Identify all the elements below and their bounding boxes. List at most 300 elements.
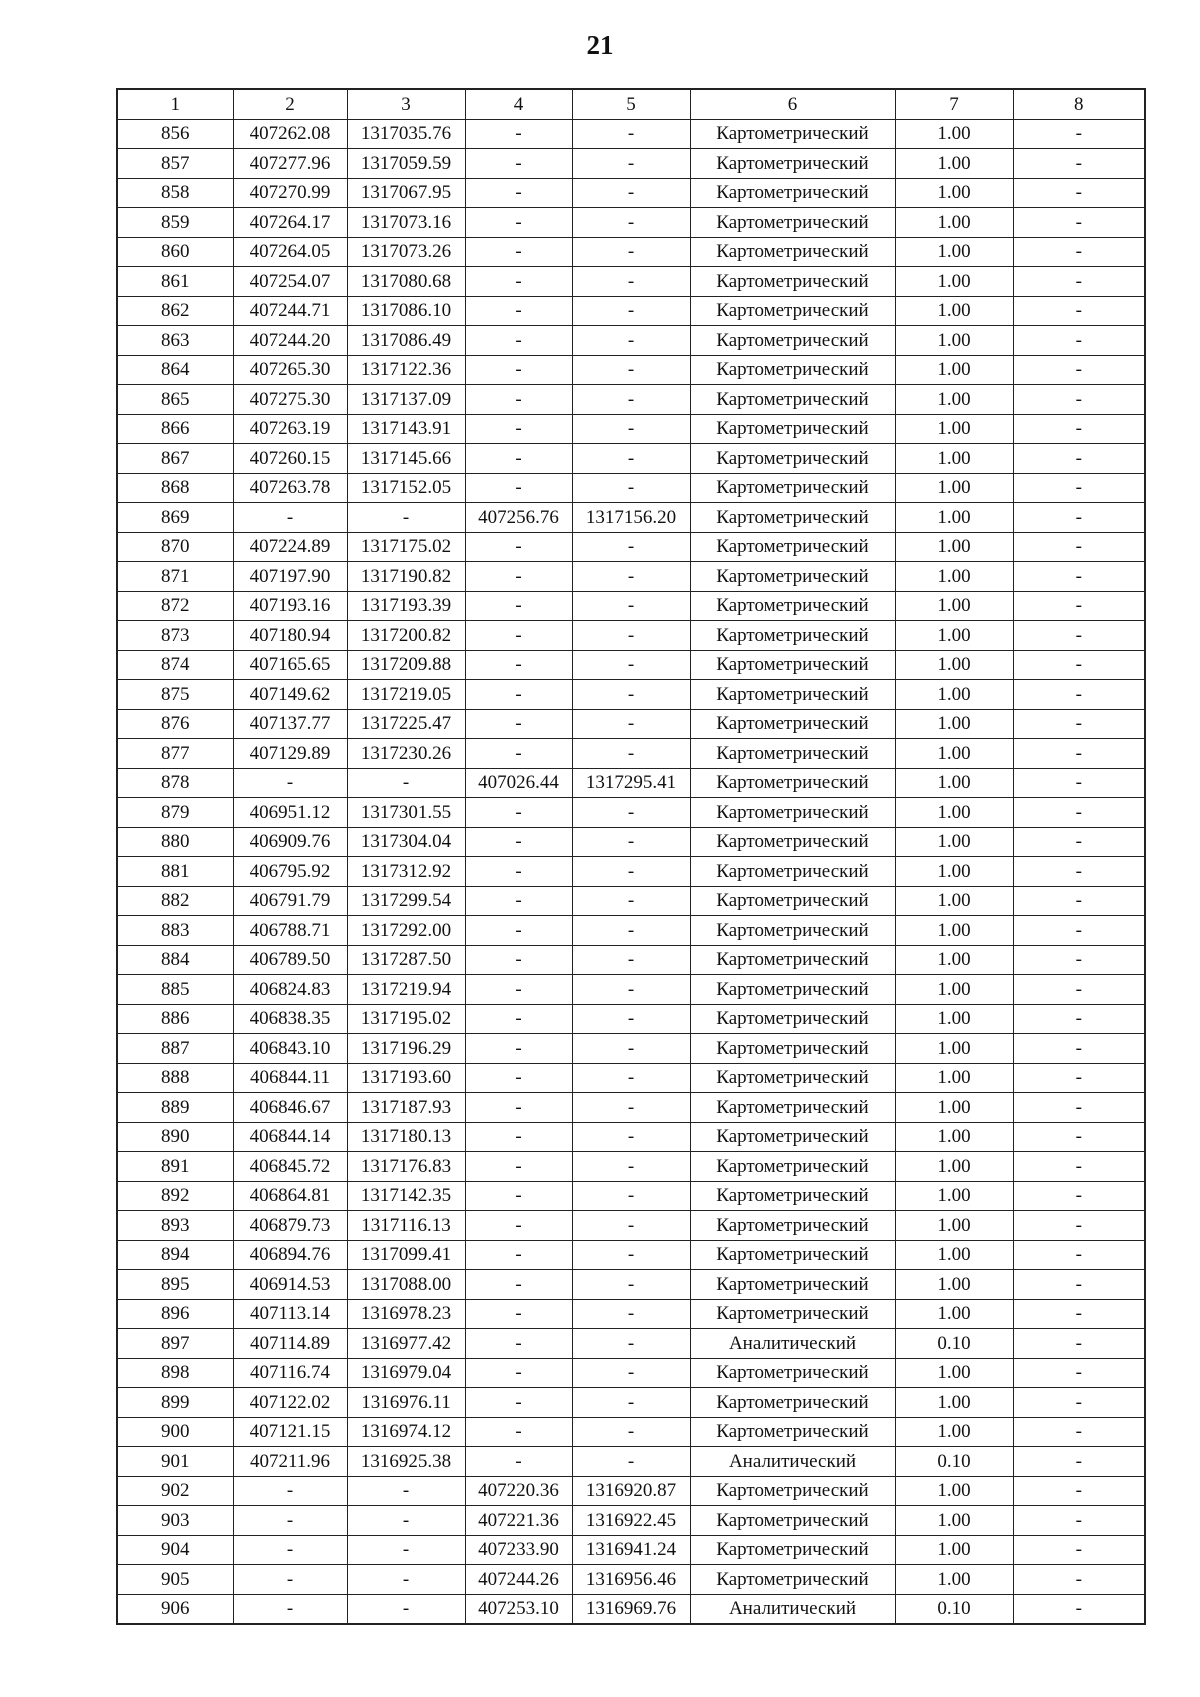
method-cell: Картометрический bbox=[690, 886, 895, 916]
coord-x-cell: - bbox=[233, 1565, 347, 1595]
point-number-cell: 878 bbox=[117, 768, 233, 798]
note-cell: - bbox=[1013, 385, 1145, 415]
coord-y-cell: 1317299.54 bbox=[347, 886, 465, 916]
note-cell: - bbox=[1013, 503, 1145, 533]
accuracy-cell: 1.00 bbox=[895, 1063, 1013, 1093]
point-number-cell: 897 bbox=[117, 1329, 233, 1359]
note-cell: - bbox=[1013, 562, 1145, 592]
table-row bbox=[117, 1594, 1145, 1624]
note-cell: - bbox=[1013, 237, 1145, 267]
accuracy-cell: 1.00 bbox=[895, 1299, 1013, 1329]
coord-y2-cell: 1316941.24 bbox=[572, 1535, 690, 1565]
coord-x2-cell: - bbox=[465, 916, 572, 946]
method-cell: Картометрический bbox=[690, 444, 895, 474]
coord-y-cell: 1317145.66 bbox=[347, 444, 465, 474]
note-cell: - bbox=[1013, 650, 1145, 680]
table-row bbox=[117, 178, 1145, 208]
accuracy-cell: 1.00 bbox=[895, 1417, 1013, 1447]
coord-x-cell: 406791.79 bbox=[233, 886, 347, 916]
note-cell: - bbox=[1013, 1181, 1145, 1211]
method-cell: Картометрический bbox=[690, 1152, 895, 1182]
coord-x-cell: 406788.71 bbox=[233, 916, 347, 946]
coord-x2-cell: - bbox=[465, 385, 572, 415]
coord-x2-cell: - bbox=[465, 237, 572, 267]
coord-y-cell: 1317099.41 bbox=[347, 1240, 465, 1270]
coord-x2-cell: - bbox=[465, 857, 572, 887]
coord-x-cell: 407114.89 bbox=[233, 1329, 347, 1359]
coord-y-cell: 1317086.10 bbox=[347, 296, 465, 326]
note-cell: - bbox=[1013, 1358, 1145, 1388]
accuracy-cell: 1.00 bbox=[895, 119, 1013, 149]
point-number-cell: 896 bbox=[117, 1299, 233, 1329]
coord-y2-cell: - bbox=[572, 237, 690, 267]
coord-x2-cell: - bbox=[465, 1034, 572, 1064]
accuracy-cell: 1.00 bbox=[895, 1506, 1013, 1536]
coord-x2-cell: 407256.76 bbox=[465, 503, 572, 533]
method-cell: Картометрический bbox=[690, 1358, 895, 1388]
coord-x2-cell: - bbox=[465, 414, 572, 444]
coord-y-cell: 1317304.04 bbox=[347, 827, 465, 857]
method-cell: Картометрический bbox=[690, 768, 895, 798]
coord-y2-cell: 1316956.46 bbox=[572, 1565, 690, 1595]
point-number-cell: 895 bbox=[117, 1270, 233, 1300]
point-number-cell: 862 bbox=[117, 296, 233, 326]
coord-y-cell: 1317073.16 bbox=[347, 208, 465, 238]
table-row bbox=[117, 916, 1145, 946]
coord-x2-cell: 407220.36 bbox=[465, 1476, 572, 1506]
table-row bbox=[117, 473, 1145, 503]
coord-x2-cell: - bbox=[465, 1152, 572, 1182]
coord-x-cell: - bbox=[233, 768, 347, 798]
point-number-cell: 902 bbox=[117, 1476, 233, 1506]
accuracy-cell: 1.00 bbox=[895, 503, 1013, 533]
coord-y2-cell: - bbox=[572, 296, 690, 326]
coord-y-cell: 1317301.55 bbox=[347, 798, 465, 828]
accuracy-cell: 1.00 bbox=[895, 1476, 1013, 1506]
accuracy-cell: 1.00 bbox=[895, 1211, 1013, 1241]
point-number-cell: 869 bbox=[117, 503, 233, 533]
coord-x2-cell: - bbox=[465, 208, 572, 238]
accuracy-cell: 1.00 bbox=[895, 296, 1013, 326]
point-number-cell: 887 bbox=[117, 1034, 233, 1064]
point-number-cell: 871 bbox=[117, 562, 233, 592]
coord-x2-cell: 407221.36 bbox=[465, 1506, 572, 1536]
coord-y2-cell: - bbox=[572, 975, 690, 1005]
coord-y-cell: - bbox=[347, 1476, 465, 1506]
coord-x-cell: 406879.73 bbox=[233, 1211, 347, 1241]
table-row bbox=[117, 857, 1145, 887]
coord-y-cell: 1317219.94 bbox=[347, 975, 465, 1005]
table-row bbox=[117, 119, 1145, 149]
coord-y-cell: 1317059.59 bbox=[347, 149, 465, 179]
coord-x-cell: 407265.30 bbox=[233, 355, 347, 385]
method-cell: Картометрический bbox=[690, 562, 895, 592]
coord-x2-cell: - bbox=[465, 680, 572, 710]
coord-x2-cell: - bbox=[465, 119, 572, 149]
method-cell: Картометрический bbox=[690, 149, 895, 179]
table-row bbox=[117, 591, 1145, 621]
coord-y-cell: 1317152.05 bbox=[347, 473, 465, 503]
coord-x-cell: 407116.74 bbox=[233, 1358, 347, 1388]
table-row bbox=[117, 1211, 1145, 1241]
point-number-cell: 870 bbox=[117, 532, 233, 562]
coord-x2-cell: - bbox=[465, 444, 572, 474]
method-cell: Картометрический bbox=[690, 237, 895, 267]
coord-y2-cell: - bbox=[572, 1122, 690, 1152]
point-number-cell: 901 bbox=[117, 1447, 233, 1477]
coord-y-cell: 1317086.49 bbox=[347, 326, 465, 356]
coord-x-cell: - bbox=[233, 1535, 347, 1565]
coord-x2-cell: - bbox=[465, 1299, 572, 1329]
coord-y2-cell: - bbox=[572, 532, 690, 562]
accuracy-cell: 1.00 bbox=[895, 178, 1013, 208]
accuracy-cell: 1.00 bbox=[895, 1034, 1013, 1064]
method-cell: Картометрический bbox=[690, 296, 895, 326]
coord-x-cell: 406843.10 bbox=[233, 1034, 347, 1064]
coord-y-cell: 1317116.13 bbox=[347, 1211, 465, 1241]
coord-y2-cell: - bbox=[572, 1358, 690, 1388]
accuracy-cell: 0.10 bbox=[895, 1594, 1013, 1624]
column-header: 8 bbox=[1013, 89, 1145, 119]
table-row bbox=[117, 1565, 1145, 1595]
method-cell: Картометрический bbox=[690, 532, 895, 562]
accuracy-cell: 1.00 bbox=[895, 562, 1013, 592]
coord-x-cell: 407193.16 bbox=[233, 591, 347, 621]
coord-y2-cell: - bbox=[572, 1299, 690, 1329]
table-row bbox=[117, 414, 1145, 444]
coord-y2-cell: - bbox=[572, 1004, 690, 1034]
note-cell: - bbox=[1013, 473, 1145, 503]
accuracy-cell: 0.10 bbox=[895, 1447, 1013, 1477]
coord-y2-cell: - bbox=[572, 650, 690, 680]
coord-x-cell: 406795.92 bbox=[233, 857, 347, 887]
coord-x-cell: 406845.72 bbox=[233, 1152, 347, 1182]
point-number-cell: 863 bbox=[117, 326, 233, 356]
coord-y2-cell: - bbox=[572, 1063, 690, 1093]
accuracy-cell: 1.00 bbox=[895, 680, 1013, 710]
coord-y2-cell: - bbox=[572, 1417, 690, 1447]
method-cell: Картометрический bbox=[690, 650, 895, 680]
coord-y-cell: - bbox=[347, 1506, 465, 1536]
table-row bbox=[117, 680, 1145, 710]
method-cell: Картометрический bbox=[690, 1034, 895, 1064]
coord-y-cell: 1317292.00 bbox=[347, 916, 465, 946]
coord-y-cell: 1317187.93 bbox=[347, 1093, 465, 1123]
method-cell: Картометрический bbox=[690, 178, 895, 208]
method-cell: Картометрический bbox=[690, 1122, 895, 1152]
method-cell: Картометрический bbox=[690, 945, 895, 975]
coord-y-cell: - bbox=[347, 503, 465, 533]
coord-y-cell: 1317312.92 bbox=[347, 857, 465, 887]
point-number-cell: 877 bbox=[117, 739, 233, 769]
coordinates-table bbox=[116, 88, 1146, 1625]
coord-x-cell: 407264.05 bbox=[233, 237, 347, 267]
coord-y2-cell: - bbox=[572, 355, 690, 385]
coord-y2-cell: - bbox=[572, 149, 690, 179]
point-number-cell: 904 bbox=[117, 1535, 233, 1565]
table-row bbox=[117, 1329, 1145, 1359]
column-header: 1 bbox=[117, 89, 233, 119]
accuracy-cell: 1.00 bbox=[895, 709, 1013, 739]
method-cell: Картометрический bbox=[690, 355, 895, 385]
table-row bbox=[117, 1535, 1145, 1565]
coord-x2-cell: - bbox=[465, 591, 572, 621]
note-cell: - bbox=[1013, 1122, 1145, 1152]
note-cell: - bbox=[1013, 975, 1145, 1005]
accuracy-cell: 1.00 bbox=[895, 1535, 1013, 1565]
coord-y2-cell: - bbox=[572, 326, 690, 356]
coord-x-cell: - bbox=[233, 503, 347, 533]
accuracy-cell: 1.00 bbox=[895, 975, 1013, 1005]
note-cell: - bbox=[1013, 886, 1145, 916]
accuracy-cell: 1.00 bbox=[895, 208, 1013, 238]
accuracy-cell: 1.00 bbox=[895, 768, 1013, 798]
coord-y2-cell: - bbox=[572, 945, 690, 975]
accuracy-cell: 1.00 bbox=[895, 739, 1013, 769]
coord-y-cell: 1317073.26 bbox=[347, 237, 465, 267]
table-row bbox=[117, 208, 1145, 238]
coord-y-cell: 1317180.13 bbox=[347, 1122, 465, 1152]
method-cell: Картометрический bbox=[690, 1211, 895, 1241]
coord-x2-cell: - bbox=[465, 1093, 572, 1123]
method-cell: Картометрический bbox=[690, 827, 895, 857]
point-number-cell: 894 bbox=[117, 1240, 233, 1270]
table-row bbox=[117, 1506, 1145, 1536]
coord-x2-cell: - bbox=[465, 975, 572, 1005]
coord-x-cell: - bbox=[233, 1594, 347, 1624]
table-row bbox=[117, 1240, 1145, 1270]
table-row bbox=[117, 827, 1145, 857]
table-row bbox=[117, 1004, 1145, 1034]
note-cell: - bbox=[1013, 1447, 1145, 1477]
note-cell: - bbox=[1013, 1535, 1145, 1565]
accuracy-cell: 1.00 bbox=[895, 532, 1013, 562]
note-cell: - bbox=[1013, 149, 1145, 179]
note-cell: - bbox=[1013, 709, 1145, 739]
point-number-cell: 881 bbox=[117, 857, 233, 887]
coord-y2-cell: - bbox=[572, 1447, 690, 1477]
point-number-cell: 900 bbox=[117, 1417, 233, 1447]
coord-x2-cell: - bbox=[465, 149, 572, 179]
coord-y-cell: 1317067.95 bbox=[347, 178, 465, 208]
method-cell: Картометрический bbox=[690, 1093, 895, 1123]
coord-x2-cell: - bbox=[465, 473, 572, 503]
coord-y-cell: 1317200.82 bbox=[347, 621, 465, 651]
coord-y2-cell: 1316920.87 bbox=[572, 1476, 690, 1506]
note-cell: - bbox=[1013, 1506, 1145, 1536]
coord-y-cell: - bbox=[347, 1565, 465, 1595]
table-row bbox=[117, 1447, 1145, 1477]
coord-x2-cell: 407233.90 bbox=[465, 1535, 572, 1565]
coord-y2-cell: - bbox=[572, 473, 690, 503]
page-number: 21 bbox=[586, 30, 614, 60]
accuracy-cell: 1.00 bbox=[895, 444, 1013, 474]
column-header: 2 bbox=[233, 89, 347, 119]
table-row bbox=[117, 562, 1145, 592]
coord-y2-cell: - bbox=[572, 414, 690, 444]
coord-x-cell: 407275.30 bbox=[233, 385, 347, 415]
table-row bbox=[117, 621, 1145, 651]
coord-x2-cell: - bbox=[465, 296, 572, 326]
accuracy-cell: 1.00 bbox=[895, 857, 1013, 887]
column-header: 7 bbox=[895, 89, 1013, 119]
coord-y2-cell: 1316922.45 bbox=[572, 1506, 690, 1536]
table-row bbox=[117, 1476, 1145, 1506]
method-cell: Картометрический bbox=[690, 473, 895, 503]
note-cell: - bbox=[1013, 1594, 1145, 1624]
coord-y-cell: 1317195.02 bbox=[347, 1004, 465, 1034]
accuracy-cell: 0.10 bbox=[895, 1329, 1013, 1359]
coord-x-cell: 406844.14 bbox=[233, 1122, 347, 1152]
table-row bbox=[117, 385, 1145, 415]
column-header: 5 bbox=[572, 89, 690, 119]
accuracy-cell: 1.00 bbox=[895, 1152, 1013, 1182]
coord-y2-cell: - bbox=[572, 798, 690, 828]
point-number-cell: 884 bbox=[117, 945, 233, 975]
coord-y-cell: 1317193.39 bbox=[347, 591, 465, 621]
coord-y2-cell: - bbox=[572, 178, 690, 208]
coord-x-cell: 407264.17 bbox=[233, 208, 347, 238]
coord-x-cell: 406838.35 bbox=[233, 1004, 347, 1034]
note-cell: - bbox=[1013, 680, 1145, 710]
point-number-cell: 866 bbox=[117, 414, 233, 444]
point-number-cell: 867 bbox=[117, 444, 233, 474]
note-cell: - bbox=[1013, 1063, 1145, 1093]
coord-y-cell: 1316979.04 bbox=[347, 1358, 465, 1388]
method-cell: Картометрический bbox=[690, 975, 895, 1005]
note-cell: - bbox=[1013, 1417, 1145, 1447]
coord-x2-cell: - bbox=[465, 945, 572, 975]
coord-y-cell: 1317035.76 bbox=[347, 119, 465, 149]
column-header: 6 bbox=[690, 89, 895, 119]
method-cell: Картометрический bbox=[690, 1004, 895, 1034]
point-number-cell: 880 bbox=[117, 827, 233, 857]
accuracy-cell: 1.00 bbox=[895, 385, 1013, 415]
coord-x-cell: 407263.19 bbox=[233, 414, 347, 444]
table-row bbox=[117, 1358, 1145, 1388]
table-row bbox=[117, 355, 1145, 385]
coord-y2-cell: 1316969.76 bbox=[572, 1594, 690, 1624]
method-cell: Картометрический bbox=[690, 1270, 895, 1300]
coord-x2-cell: - bbox=[465, 1329, 572, 1359]
point-number-cell: 856 bbox=[117, 119, 233, 149]
table-row bbox=[117, 149, 1145, 179]
coord-y2-cell: - bbox=[572, 916, 690, 946]
method-cell: Аналитический bbox=[690, 1447, 895, 1477]
coord-x2-cell: - bbox=[465, 326, 572, 356]
table-row bbox=[117, 503, 1145, 533]
coord-y-cell: - bbox=[347, 768, 465, 798]
coord-y-cell: 1317196.29 bbox=[347, 1034, 465, 1064]
method-cell: Картометрический bbox=[690, 1506, 895, 1536]
point-number-cell: 874 bbox=[117, 650, 233, 680]
method-cell: Картометрический bbox=[690, 1535, 895, 1565]
accuracy-cell: 1.00 bbox=[895, 1240, 1013, 1270]
method-cell: Картометрический bbox=[690, 1299, 895, 1329]
coord-x2-cell: - bbox=[465, 562, 572, 592]
table-row bbox=[117, 267, 1145, 297]
coord-y2-cell: 1317295.41 bbox=[572, 768, 690, 798]
point-number-cell: 893 bbox=[117, 1211, 233, 1241]
point-number-cell: 891 bbox=[117, 1152, 233, 1182]
coord-y-cell: 1317176.83 bbox=[347, 1152, 465, 1182]
coord-y-cell: 1317219.05 bbox=[347, 680, 465, 710]
coord-x2-cell: 407026.44 bbox=[465, 768, 572, 798]
accuracy-cell: 1.00 bbox=[895, 621, 1013, 651]
coord-y2-cell: - bbox=[572, 1152, 690, 1182]
coord-y-cell: 1317122.36 bbox=[347, 355, 465, 385]
coord-x-cell: 407113.14 bbox=[233, 1299, 347, 1329]
accuracy-cell: 1.00 bbox=[895, 827, 1013, 857]
coord-x2-cell: 407253.10 bbox=[465, 1594, 572, 1624]
coord-x2-cell: - bbox=[465, 798, 572, 828]
table-row bbox=[117, 1063, 1145, 1093]
method-cell: Картометрический bbox=[690, 739, 895, 769]
accuracy-cell: 1.00 bbox=[895, 1358, 1013, 1388]
method-cell: Картометрический bbox=[690, 326, 895, 356]
method-cell: Аналитический bbox=[690, 1329, 895, 1359]
method-cell: Картометрический bbox=[690, 857, 895, 887]
coord-x-cell: 407254.07 bbox=[233, 267, 347, 297]
accuracy-cell: 1.00 bbox=[895, 1270, 1013, 1300]
coord-x2-cell: - bbox=[465, 1211, 572, 1241]
coord-y2-cell: - bbox=[572, 1093, 690, 1123]
accuracy-cell: 1.00 bbox=[895, 414, 1013, 444]
coord-y-cell: 1317287.50 bbox=[347, 945, 465, 975]
method-cell: Картометрический bbox=[690, 916, 895, 946]
method-cell: Картометрический bbox=[690, 503, 895, 533]
coord-x-cell: 407244.20 bbox=[233, 326, 347, 356]
coord-x-cell: 407224.89 bbox=[233, 532, 347, 562]
coord-y2-cell: 1317156.20 bbox=[572, 503, 690, 533]
coord-x-cell: 406914.53 bbox=[233, 1270, 347, 1300]
coord-y2-cell: - bbox=[572, 562, 690, 592]
coord-x2-cell: - bbox=[465, 650, 572, 680]
note-cell: - bbox=[1013, 1093, 1145, 1123]
table-body bbox=[117, 119, 1145, 1624]
method-cell: Картометрический bbox=[690, 591, 895, 621]
coord-x2-cell: - bbox=[465, 178, 572, 208]
coord-x-cell: 406824.83 bbox=[233, 975, 347, 1005]
coord-y2-cell: - bbox=[572, 827, 690, 857]
coord-y-cell: 1317142.35 bbox=[347, 1181, 465, 1211]
coord-y2-cell: - bbox=[572, 621, 690, 651]
table-row bbox=[117, 798, 1145, 828]
header-row bbox=[117, 89, 1145, 119]
coord-x-cell: 407260.15 bbox=[233, 444, 347, 474]
method-cell: Картометрический bbox=[690, 680, 895, 710]
coord-x2-cell: - bbox=[465, 1063, 572, 1093]
table-row bbox=[117, 709, 1145, 739]
note-cell: - bbox=[1013, 591, 1145, 621]
coord-y2-cell: - bbox=[572, 1181, 690, 1211]
accuracy-cell: 1.00 bbox=[895, 1565, 1013, 1595]
point-number-cell: 879 bbox=[117, 798, 233, 828]
coord-x-cell: 406789.50 bbox=[233, 945, 347, 975]
coord-x2-cell: - bbox=[465, 267, 572, 297]
point-number-cell: 889 bbox=[117, 1093, 233, 1123]
coord-y-cell: 1317175.02 bbox=[347, 532, 465, 562]
note-cell: - bbox=[1013, 208, 1145, 238]
table-row bbox=[117, 1181, 1145, 1211]
note-cell: - bbox=[1013, 1034, 1145, 1064]
accuracy-cell: 1.00 bbox=[895, 1093, 1013, 1123]
table-row bbox=[117, 1388, 1145, 1418]
coord-y2-cell: - bbox=[572, 444, 690, 474]
coord-x-cell: 407270.99 bbox=[233, 178, 347, 208]
coord-y-cell: 1317209.88 bbox=[347, 650, 465, 680]
table-row bbox=[117, 296, 1145, 326]
